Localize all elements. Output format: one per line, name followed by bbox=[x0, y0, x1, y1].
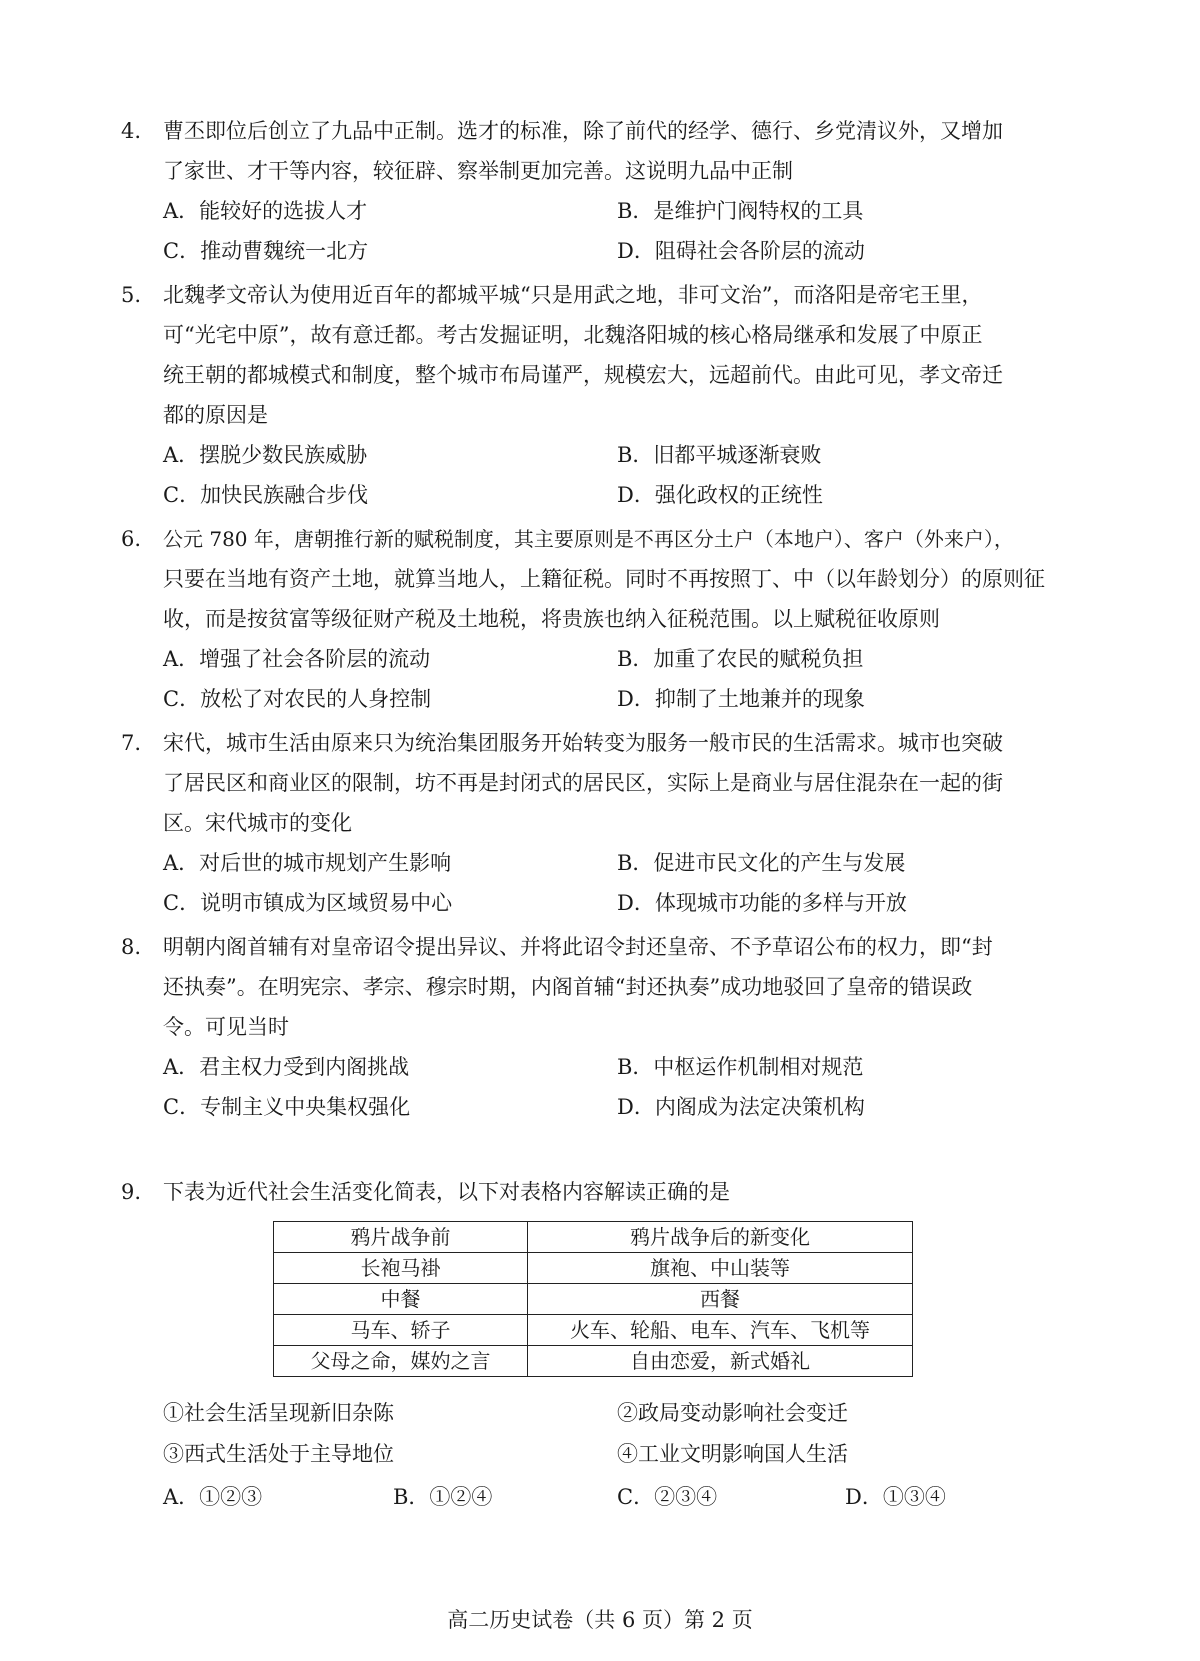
question-number: 9. bbox=[121, 1180, 142, 1204]
option-d: D．内阁成为法定决策机构 bbox=[617, 1095, 865, 1119]
table-row bbox=[274, 1284, 913, 1315]
question-stem-line: 都的原因是 bbox=[163, 403, 268, 427]
option-a: A．增强了社会各阶层的流动 bbox=[163, 647, 431, 671]
question-stem-line: 只要在当地有资产土地，就算当地人，上籍征税。同时不再按照丁、中（以年龄划分）的原则征 bbox=[163, 567, 1045, 591]
question-stem-line: 了居民区和商业区的限制，坊不再是封闭式的居民区，实际上是商业与居住混杂在一起的街 bbox=[163, 771, 1003, 795]
table-row bbox=[274, 1346, 913, 1377]
table-cell: 中餐 bbox=[274, 1284, 528, 1315]
comparison-table bbox=[273, 1221, 913, 1377]
option-b: B．加重了农民的赋税负担 bbox=[617, 647, 864, 671]
question-stem-line: 区。宋代城市的变化 bbox=[163, 811, 352, 835]
option-d: D．阻碍社会各阶层的流动 bbox=[617, 239, 865, 263]
option-c: C．推动曹魏统一北方 bbox=[163, 239, 369, 263]
question-stem-line: 公元 780 年，唐朝推行新的赋税制度，其主要原则是不再区分土户（本地户）、客户（外来户）， bbox=[163, 527, 1014, 551]
page-footer: 高二历史试卷（共 6 页）第 2 页 bbox=[447, 1608, 753, 1632]
option-d: D．抑制了土地兼并的现象 bbox=[617, 687, 865, 711]
table-cell: 马车、轿子 bbox=[274, 1315, 528, 1346]
table-cell: 自由恋爱，新式婚礼 bbox=[528, 1346, 913, 1377]
question-stem-line: 明朝内阁首辅有对皇帝诏令提出异议、并将此诏令封还皇帝、不予草诏公布的权力，即“封 bbox=[163, 935, 993, 959]
option-d: D．强化政权的正统性 bbox=[617, 483, 823, 507]
question-number: 7. bbox=[121, 731, 142, 755]
table-cell: 长袍马褂 bbox=[274, 1253, 528, 1284]
question-number: 5. bbox=[121, 283, 142, 307]
option-c: C．加快民族融合步伐 bbox=[163, 483, 369, 507]
option-b: B．旧都平城逐渐衰败 bbox=[617, 443, 822, 467]
question-stem-line: 可“光宅中原”，故有意迁都。考古发掘证明，北魏洛阳城的核心格局继承和发展了中原正 bbox=[163, 323, 983, 347]
statement-1: ①社会生活呈现新旧杂陈 bbox=[163, 1401, 394, 1425]
question-stem-line: 收，而是按贫富等级征财产税及土地税，将贵族也纳入征税范围。以上赋税征收原则 bbox=[163, 607, 940, 631]
statement-4: ④工业文明影响国人生活 bbox=[617, 1442, 848, 1466]
option-d: D．①③④ bbox=[845, 1485, 946, 1509]
option-c: C．②③④ bbox=[617, 1485, 718, 1509]
table-cell: 火车、轮船、电车、汽车、飞机等 bbox=[528, 1315, 913, 1346]
question-stem-line: 曹丕即位后创立了九品中正制。选才的标准，除了前代的经学、德行、乡党清议外，又增加 bbox=[163, 119, 1003, 143]
question-stem-line: 统王朝的都城模式和制度，整个城市布局谨严，规模宏大，远超前代。由此可见，孝文帝迁 bbox=[163, 363, 1003, 387]
table-cell: 西餐 bbox=[528, 1284, 913, 1315]
statement-3: ③西式生活处于主导地位 bbox=[163, 1442, 394, 1466]
question-stem-line: 北魏孝文帝认为使用近百年的都城平城“只是用武之地，非可文治”，而洛阳是帝宅王里， bbox=[163, 283, 983, 307]
question-stem-line: 宋代，城市生活由原来只为统治集团服务开始转变为服务一般市民的生活需求。城市也突破 bbox=[163, 731, 1003, 755]
option-d: D．体现城市功能的多样与开放 bbox=[617, 891, 907, 915]
question-stem-line: 令。可见当时 bbox=[163, 1015, 289, 1039]
option-b: B．①②④ bbox=[393, 1485, 493, 1509]
option-b: B．是维护门阀特权的工具 bbox=[617, 199, 864, 223]
table-cell: 旗袍、中山装等 bbox=[528, 1253, 913, 1284]
question-stem-line: 了家世、才干等内容，较征辟、察举制更加完善。这说明九品中正制 bbox=[163, 159, 793, 183]
option-c: C．专制主义中央集权强化 bbox=[163, 1095, 411, 1119]
table-cell: 父母之命，媒妁之言 bbox=[274, 1346, 528, 1377]
table-header-cell: 鸦片战争前 bbox=[274, 1222, 528, 1253]
statement-2: ②政局变动影响社会变迁 bbox=[617, 1401, 848, 1425]
question-stem-line: 还执奏”。在明宪宗、孝宗、穆宗时期，内阁首辅“封还执奏”成功地驳回了皇帝的错误政 bbox=[163, 975, 973, 999]
table-row bbox=[274, 1315, 913, 1346]
table-row bbox=[274, 1222, 913, 1253]
option-b: B．促进市民文化的产生与发展 bbox=[617, 851, 906, 875]
table-header-cell: 鸦片战争后的新变化 bbox=[528, 1222, 913, 1253]
question-stem-line: 下表为近代社会生活变化简表，以下对表格内容解读正确的是 bbox=[163, 1180, 730, 1204]
option-a: A．①②③ bbox=[163, 1485, 263, 1509]
option-a: A．摆脱少数民族威胁 bbox=[163, 443, 368, 467]
option-a: A．对后世的城市规划产生影响 bbox=[163, 851, 452, 875]
option-c: C．放松了对农民的人身控制 bbox=[163, 687, 432, 711]
question-number: 8. bbox=[121, 935, 142, 959]
option-c: C．说明市镇成为区域贸易中心 bbox=[163, 891, 453, 915]
option-b: B．中枢运作机制相对规范 bbox=[617, 1055, 864, 1079]
option-a: A．能较好的选拔人才 bbox=[163, 199, 368, 223]
question-number: 6. bbox=[121, 527, 142, 551]
question-number: 4. bbox=[121, 119, 142, 143]
table-row bbox=[274, 1253, 913, 1284]
option-a: A．君主权力受到内阁挑战 bbox=[163, 1055, 410, 1079]
